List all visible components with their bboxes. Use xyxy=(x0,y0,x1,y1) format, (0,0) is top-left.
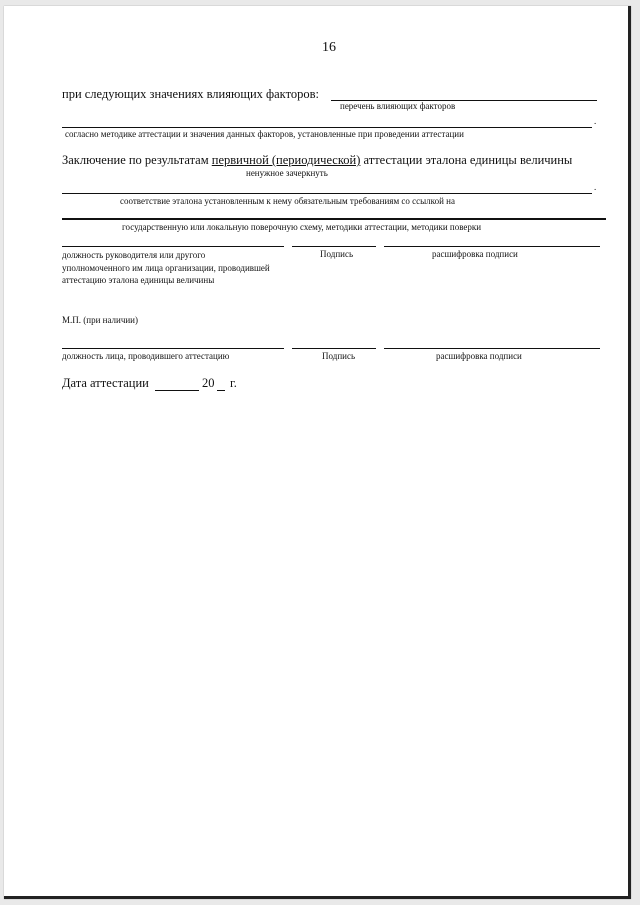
conclusion-hint: ненужное зачеркнуть xyxy=(246,168,328,178)
signature-line-2 xyxy=(292,348,376,349)
conclusion-dot: . xyxy=(594,182,597,192)
stamp-label: М.П. (при наличии) xyxy=(62,315,138,325)
signature-line-1 xyxy=(292,246,376,247)
conclusion-caption-2: государственную или локальную поверочную схему, методики аттестации, методики поверки xyxy=(122,222,482,232)
person-position-caption: должность лица, проводившего аттестацию xyxy=(62,351,230,361)
decryption-caption-1: расшифровка подписи xyxy=(432,249,518,259)
date-label: Дата аттестации xyxy=(62,376,149,390)
decryption-line-2 xyxy=(384,348,600,349)
decryption-line-1 xyxy=(384,246,600,247)
date-day-line xyxy=(155,390,199,391)
factors-label: при следующих значениях влияющих факторов: xyxy=(62,87,319,101)
factors-caption: перечень влияющих факторов xyxy=(340,101,456,111)
conclusion-suffix: аттестации эталона единицы величины xyxy=(360,153,573,167)
date-year: 20 xyxy=(202,376,215,390)
factors-dot: . xyxy=(594,116,597,126)
date-suffix: г. xyxy=(230,376,237,390)
document-page xyxy=(4,6,631,899)
signature-caption-1: Подпись xyxy=(320,249,354,259)
person-position-line xyxy=(62,348,284,349)
conclusion-prefix: Заключение по результатам xyxy=(62,153,212,167)
conclusion-heading xyxy=(62,153,572,168)
conclusion-underlined: первичной (периодической) xyxy=(211,153,361,167)
decryption-caption-2: расшифровка подписи xyxy=(436,351,522,361)
conclusion-line-2 xyxy=(62,218,606,220)
date-year-line xyxy=(217,390,225,391)
factors-line-2 xyxy=(62,127,592,128)
factors-note: согласно методике аттестации и значения данных факторов, установленные при проведении аттестации xyxy=(65,129,464,139)
conclusion-caption-1: соответствие эталона установленным к нему обязательным требованиям со ссылкой на xyxy=(120,196,455,206)
conclusion-line-1 xyxy=(62,193,592,194)
signature-caption-2: Подпись xyxy=(322,351,356,361)
head-position-line xyxy=(62,246,284,247)
head-position-caption: должность руководителя или другого уполномоченного им лица организации, проводившей аттестацию эталона единицы величины xyxy=(62,250,270,285)
page-number: 16 xyxy=(322,40,336,55)
